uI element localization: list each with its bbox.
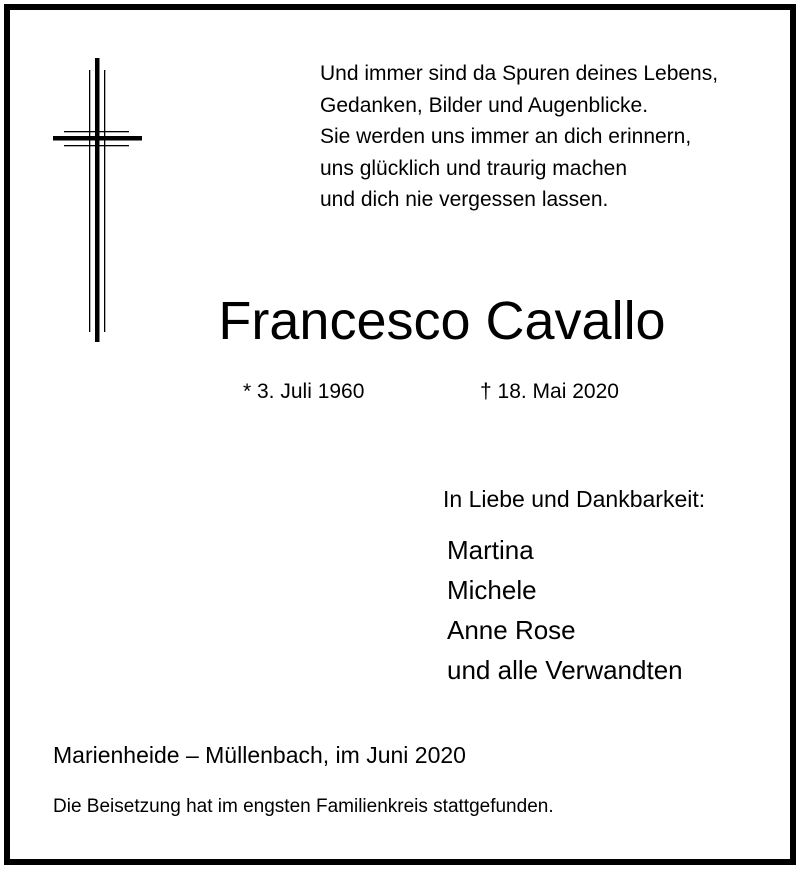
place-and-date: Marienheide – Müllenbach, im Juni 2020 xyxy=(53,742,466,768)
death-date: † 18. Mai 2020 xyxy=(480,380,619,403)
deceased-name: Francesco Cavallo xyxy=(218,291,666,351)
mourner-name: und alle Verwandten xyxy=(447,655,683,685)
mourners-list xyxy=(447,530,683,690)
birth-date: * 3. Juli 1960 xyxy=(243,380,365,403)
mourners-heading: In Liebe und Dankbarkeit: xyxy=(443,486,706,512)
mourner-name: Michele xyxy=(447,575,537,605)
poem-line: Und immer sind da Spuren deines Lebens, xyxy=(320,62,719,85)
memorial-poem xyxy=(320,58,780,216)
poem-line: Gedanken, Bilder und Augenblicke. xyxy=(320,93,649,117)
poem-line: Sie werden uns immer an dich erinnern, xyxy=(320,125,692,148)
mourner-name: Anne Rose xyxy=(447,615,576,645)
burial-note: Die Beisetzung hat im engsten Familienkreis stattgefunden. xyxy=(53,796,554,817)
poem-line: und dich nie vergessen lassen. xyxy=(320,188,609,211)
mourner-name: Martina xyxy=(447,535,534,565)
poem-line: uns glücklich und traurig machen xyxy=(320,156,628,180)
